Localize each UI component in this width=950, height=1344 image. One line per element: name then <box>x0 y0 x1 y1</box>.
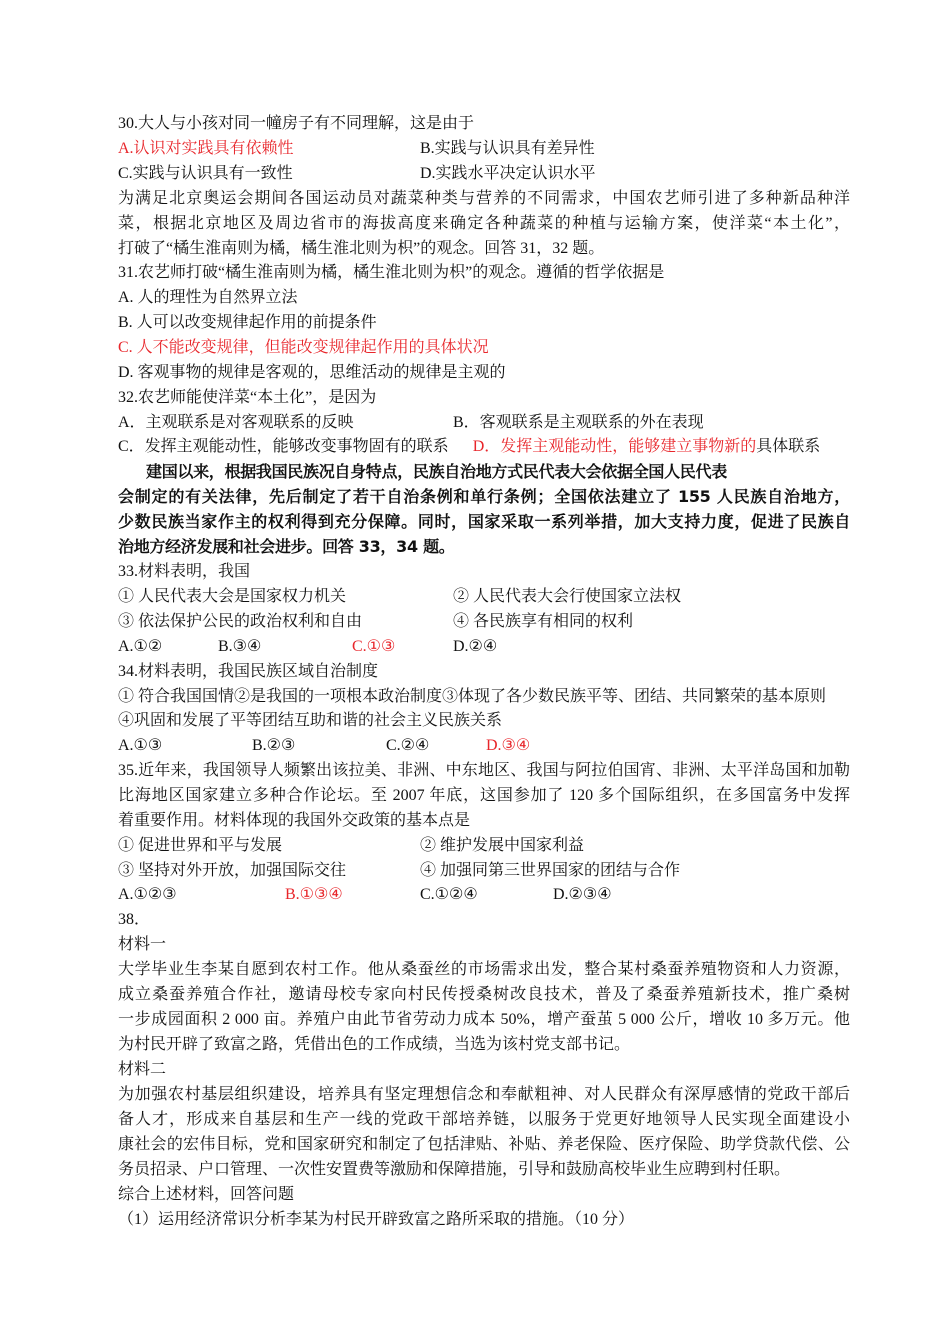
text-line <box>118 1159 850 1181</box>
bold-passage-text: 会制定的有关法律，先后制定了若干自治条例和单行条例；全国依法建立了 155 人民族自治地方， <box>118 487 850 506</box>
text-segment: 32.农艺师能使洋菜“本土化”，是因为 <box>118 389 377 406</box>
text-line <box>118 1134 850 1156</box>
text-segment: 打破了“橘生淮南则为橘，橘生淮北则为枳”的观念。回答 31，32 题。 <box>118 240 605 257</box>
text-segment: ③ 坚持对外开放，加强国际交往 <box>118 862 347 879</box>
text-segment: 综合上述材料，回答问题 <box>118 1186 295 1203</box>
text-line <box>118 1059 850 1081</box>
text-line <box>118 486 850 508</box>
text-segment: 35.近年来，我国领导人频繁出该拉美、非洲、中东地区、我国与阿拉伯国宵、非洲、太平洋岛国和加勒 <box>118 762 850 779</box>
text-line <box>118 461 850 483</box>
text-segment: A.①③ <box>118 737 163 754</box>
text-line <box>118 785 850 807</box>
text-segment: 具体联系 <box>756 438 821 455</box>
text-line <box>118 113 850 135</box>
answer-highlight: A.认识对实践具有依赖性 <box>118 140 294 157</box>
text-line <box>118 760 850 782</box>
text-segment: 30.大人与小孩对同一幢房子有不同理解，这是由于 <box>118 115 475 132</box>
text-segment: ④ 各民族享有相同的权利 <box>453 613 634 630</box>
text-segment: B.③④ <box>218 638 262 655</box>
bold-passage-text: 治地方经济发展和社会进步。回答 33，34 题。 <box>118 537 455 556</box>
text-segment: C.①②④ <box>420 886 478 903</box>
text-segment: B.实践与认识具有差异性 <box>420 140 595 157</box>
text-segment: D.②③④ <box>553 886 612 903</box>
text-segment: 一步成园面积 2 000 亩。养殖户由此节省劳动力成本 50%，增产蚕茧 5 000 公斤，增收 10 多万元。他 <box>118 1011 850 1028</box>
text-segment: A. 人的理性为自然界立法 <box>118 289 298 306</box>
text-line <box>118 909 850 931</box>
answer-highlight: B.①③④ <box>285 886 343 903</box>
answer-highlight: C. 人不能改变规律，但能改变规律起作用的具体状况 <box>118 339 489 356</box>
text-line <box>118 984 850 1006</box>
text-line <box>118 810 850 832</box>
text-line <box>118 287 850 309</box>
text-segment: 为加强农村基层组织建设，培养具有坚定理想信念和奉献粗神、对人民群众有深厚感情的党政干部后 <box>118 1086 850 1103</box>
text-segment: 为满足北京奥运会期间各国运动员对蔬菜种类与营养的不同需求，中国农艺师引进了多种新品种洋 <box>118 190 850 207</box>
text-line <box>118 312 850 334</box>
text-segment: （1）运用经济常识分析李某为村民开辟致富之路所采取的措施。（10 分） <box>118 1211 635 1228</box>
text-segment: ④ 加强同第三世界国家的团结与合作 <box>420 862 681 879</box>
text-line <box>118 636 850 658</box>
text-line <box>118 959 850 981</box>
text-segment: C.②④ <box>386 737 430 754</box>
text-segment: 31.农艺师打破“橘生淮南则为橘，橘生淮北则为枳”的观念。遵循的哲学依据是 <box>118 264 665 281</box>
text-segment: B. 人可以改变规律起作用的前提条件 <box>118 314 377 331</box>
text-segment: 成立桑蚕养殖合作社，邀请母校专家向村民传授桑树改良技术，普及了桑蚕养殖新技术，推广桑树 <box>118 986 850 1003</box>
text-segment: 为村民开辟了致富之路，凭借出色的工作成绩，当选为该村党支部书记。 <box>118 1036 631 1053</box>
text-segment: 备人才，形成来自基层和生产一线的党政干部培养链，以服务于党更好地领导人民实现全面建设小 <box>118 1111 850 1128</box>
text-line <box>118 337 850 359</box>
text-segment: 38． <box>118 911 151 928</box>
text-segment: A．主观联系是对客观联系的反映 <box>118 414 354 431</box>
text-segment: 材料一 <box>118 936 167 953</box>
text-line <box>118 1209 850 1231</box>
text-line <box>118 387 850 409</box>
text-segment: 材料二 <box>118 1061 167 1078</box>
text-segment: C.实践与认识具有一致性 <box>118 165 293 182</box>
text-segment: ① 符合我国国情②是我国的一项根本政治制度③体现了各少数民族平等、团结、共同繁荣的基本原则 <box>118 688 827 705</box>
text-line <box>118 710 850 732</box>
text-line <box>118 934 850 956</box>
answer-highlight: C.①③ <box>352 638 396 655</box>
text-line <box>118 163 850 185</box>
text-segment: 比海地区国家建立多种合作论坛。至 2007 年底，这国参加了 120 多个国际组织，在多国富务中发挥 <box>118 787 850 804</box>
text-line <box>118 262 850 284</box>
text-line <box>118 1009 850 1031</box>
text-line <box>118 238 850 260</box>
text-line <box>118 436 850 458</box>
text-line <box>118 561 850 583</box>
text-line <box>118 213 850 235</box>
text-line <box>118 686 850 708</box>
text-segment: ② 人民代表大会行使国家立法权 <box>453 588 682 605</box>
text-line <box>118 1034 850 1056</box>
text-line <box>118 1184 850 1206</box>
text-line <box>118 362 850 384</box>
text-segment: ② 维护发展中国家利益 <box>420 837 585 854</box>
text-segment: ① 促进世界和平与发展 <box>118 837 283 854</box>
text-line <box>118 586 850 608</box>
text-line <box>118 188 850 210</box>
text-segment: 菜，根据北京地区及周边省市的海拔高度来确定各种蔬菜的种植与运输方案，使洋菜“本土化”， <box>118 215 850 232</box>
text-segment: D.②④ <box>453 638 498 655</box>
text-segment: 大学毕业生李某自愿到农村工作。他从桑蚕丝的市场需求出发，整合某村桑蚕养殖物资和人力资源， <box>118 961 850 978</box>
text-segment: A.①② <box>118 638 163 655</box>
text-line <box>118 1084 850 1106</box>
text-line <box>118 412 850 434</box>
text-line <box>118 1109 850 1131</box>
text-segment: B．客观联系是主观联系的外在表现 <box>453 414 704 431</box>
text-segment: ① 人民代表大会是国家权力机关 <box>118 588 347 605</box>
text-segment: ③ 依法保护公民的政治权利和自由 <box>118 613 363 630</box>
text-segment: 康社会的宏伟目标，党和国家研究和制定了包括津贴、补贴、养老保险、医疗保险、助学贷款代偿、公 <box>118 1136 850 1153</box>
bold-passage-text: 建国以来，根据我国民族况自身特点，民族自治地方式民代表大会依据全国人民代表 <box>146 462 727 481</box>
bold-passage-text: 少数民族当家作主的权利得到充分保障。同时，国家采取一系列举措，加大支持力度，促进了民族自 <box>118 512 850 531</box>
text-line <box>118 735 850 757</box>
text-line <box>118 138 850 160</box>
text-line <box>118 661 850 683</box>
text-line <box>118 536 850 558</box>
text-line <box>118 835 850 857</box>
text-segment: C．发挥主观能动性，能够改变事物固有的联系 <box>118 438 449 455</box>
text-line <box>118 611 850 633</box>
text-segment: D. 客观事物的规律是客观的，思维活动的规律是主观的 <box>118 364 506 381</box>
text-segment: 33.材料表明，我国 <box>118 563 251 580</box>
text-line <box>118 860 850 882</box>
text-segment: D.实践水平决定认识水平 <box>420 165 596 182</box>
text-segment: 着重要作用。材料体现的我国外交政策的基本点是 <box>118 812 471 829</box>
text-segment: B.②③ <box>252 737 296 754</box>
answer-highlight: D．发挥主观能动性，能够建立事物新的 <box>472 438 757 455</box>
text-segment: ④巩固和发展了平等团结互助和谐的社会主义民族关系 <box>118 712 503 729</box>
text-segment: 34.材料表明，我国民族区域自治制度 <box>118 663 379 680</box>
answer-highlight: D.③④ <box>486 737 531 754</box>
text-line <box>118 511 850 533</box>
text-segment: 务员招录、户口管理、一次性安置费等激励和保障措施，引导和鼓励高校毕业生应聘到村任职。 <box>118 1161 791 1178</box>
text-segment: A.①②③ <box>118 886 177 903</box>
text-line <box>118 884 850 906</box>
